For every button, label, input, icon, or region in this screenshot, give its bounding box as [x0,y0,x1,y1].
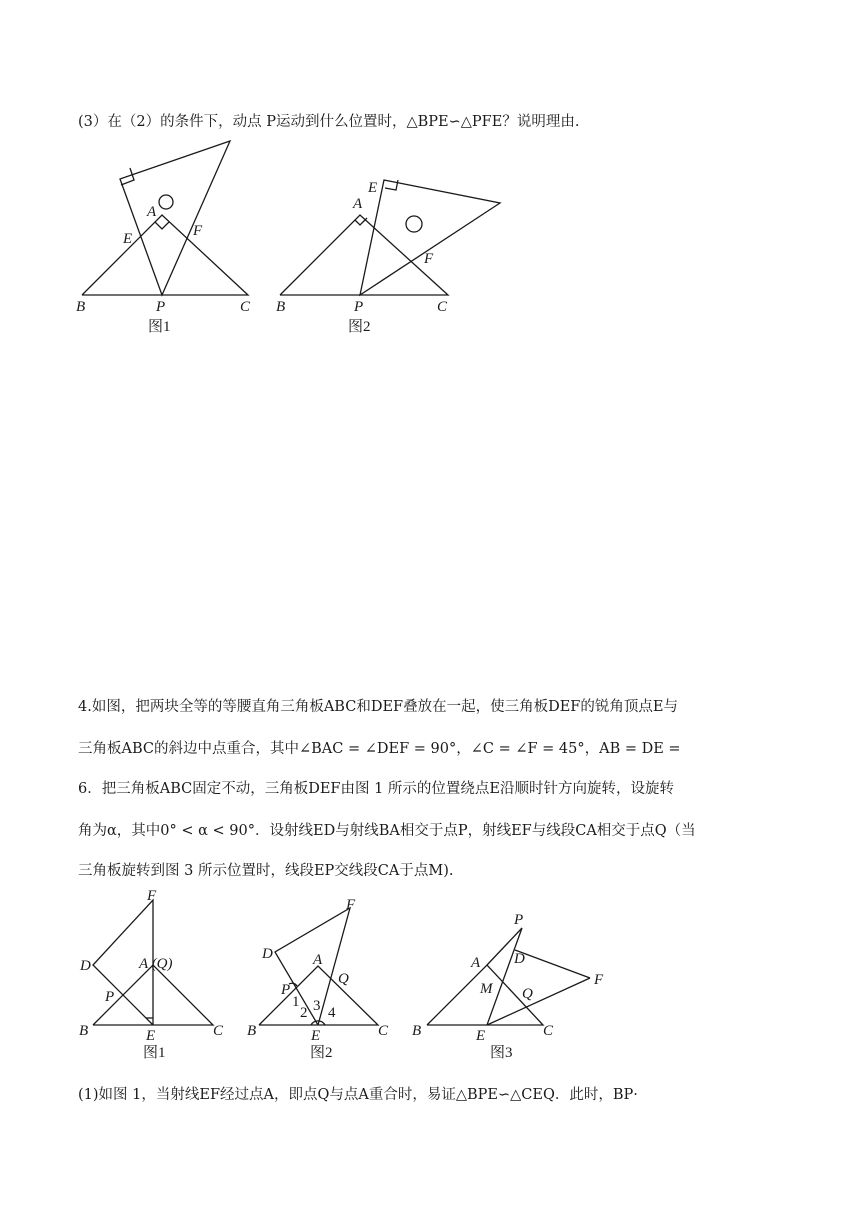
q4f3-label-F: F [594,972,604,988]
q3f2-label-P: P [354,299,364,315]
q4f2-label-3: 3 [313,998,321,1014]
q3f1-label-B: B [76,299,86,315]
q4f3-label-D: D [514,951,525,967]
q4-line-4: 角为α，其中0° < α < 90°．设射线ED与射线BA相交于点P，射线EF与线段CA相交于点Q（当 [78,823,696,839]
q4f2-label-4: 4 [328,1005,336,1021]
q4f1-label-E: E [146,1028,156,1044]
q4-line-3: 6．把三角板ABC固定不动，三角板DEF由图 1 所示的位置绕点E沿顺时针方向旋转，设旋转 [78,781,675,797]
q4f3-label-C: C [543,1023,554,1039]
q4f2-label-2: 2 [300,1005,308,1021]
q3f1-label-E: E [123,231,133,247]
q4f2-label-A: A [313,952,323,968]
q4f3-label-B: B [412,1023,422,1039]
q3f2-label-A: A [353,196,363,212]
q3f1-label-C: C [240,299,251,315]
q4-figure-1 [75,890,245,1070]
q3-text: (3）在（2）的条件下，动点 P运动到什么位置时，△BPE∽△PFE？说明理由. [78,114,580,130]
q4f1-label-C: C [213,1023,224,1039]
q3f2-label-C: C [437,299,448,315]
q4f3-label-E: E [476,1028,486,1044]
q3f1-label-P: P [156,299,166,315]
q4f2-label-P: P [281,982,291,998]
q4-line-2: 三角板ABC的斜边中点重合，其中∠BAC = ∠DEF = 90°，∠C = ∠F = 45°，AB = DE = [78,741,681,757]
q3f1-label-A: A [147,204,157,220]
q4-part1-text: (1)如图 1，当射线EF经过点A，即点Q与点A重合时，易证△BPE∽△CEQ．此时，BP· [78,1087,638,1103]
q4-figure-2 [245,890,415,1070]
q3-figure-2 [272,135,512,335]
q3f2-label-F: F [424,251,434,267]
q4f2-label-E: E [311,1028,321,1044]
q4f2-label-C: C [378,1023,389,1039]
q3f1-caption: 图1 [148,319,171,335]
q4f2-label-Q: Q [338,971,349,987]
q4-line-5: 三角板旋转到图 3 所示位置时，线段EP交线段CA于点M). [78,863,454,879]
q4f3-label-Q: Q [522,986,533,1002]
q4f2-label-D: D [262,946,273,962]
q4f3-label-A: A [471,955,481,971]
q4f2-label-F: F [346,897,356,913]
q4f1-caption: 图1 [143,1045,166,1061]
q4f1-label-F: F [147,888,157,904]
q4f3-caption: 图3 [490,1045,513,1061]
q4-line-1: 4.如图，把两块全等的等腰直角三角板ABC和DEF叠放在一起，使三角板DEF的锐角顶点E与 [78,699,678,715]
q4f1-label-B: B [79,1023,89,1039]
q4f1-label-AQ: A (Q) [139,956,173,972]
q4f3-label-M: M [480,981,493,997]
q4f1-label-D: D [80,958,91,974]
q3f2-caption: 图2 [348,319,371,335]
q4f1-label-P: P [105,989,115,1005]
q3-figure-1 [70,135,270,335]
q3f1-label-F: F [193,223,203,239]
q4-figure-3 [410,890,620,1070]
q4f2-label-1: 1 [292,994,300,1010]
q3f2-label-B: B [276,299,286,315]
q4f2-label-B: B [247,1023,257,1039]
q3f2-label-E: E [368,180,378,196]
q4f3-label-P: P [514,912,524,928]
q4f2-caption: 图2 [310,1045,333,1061]
